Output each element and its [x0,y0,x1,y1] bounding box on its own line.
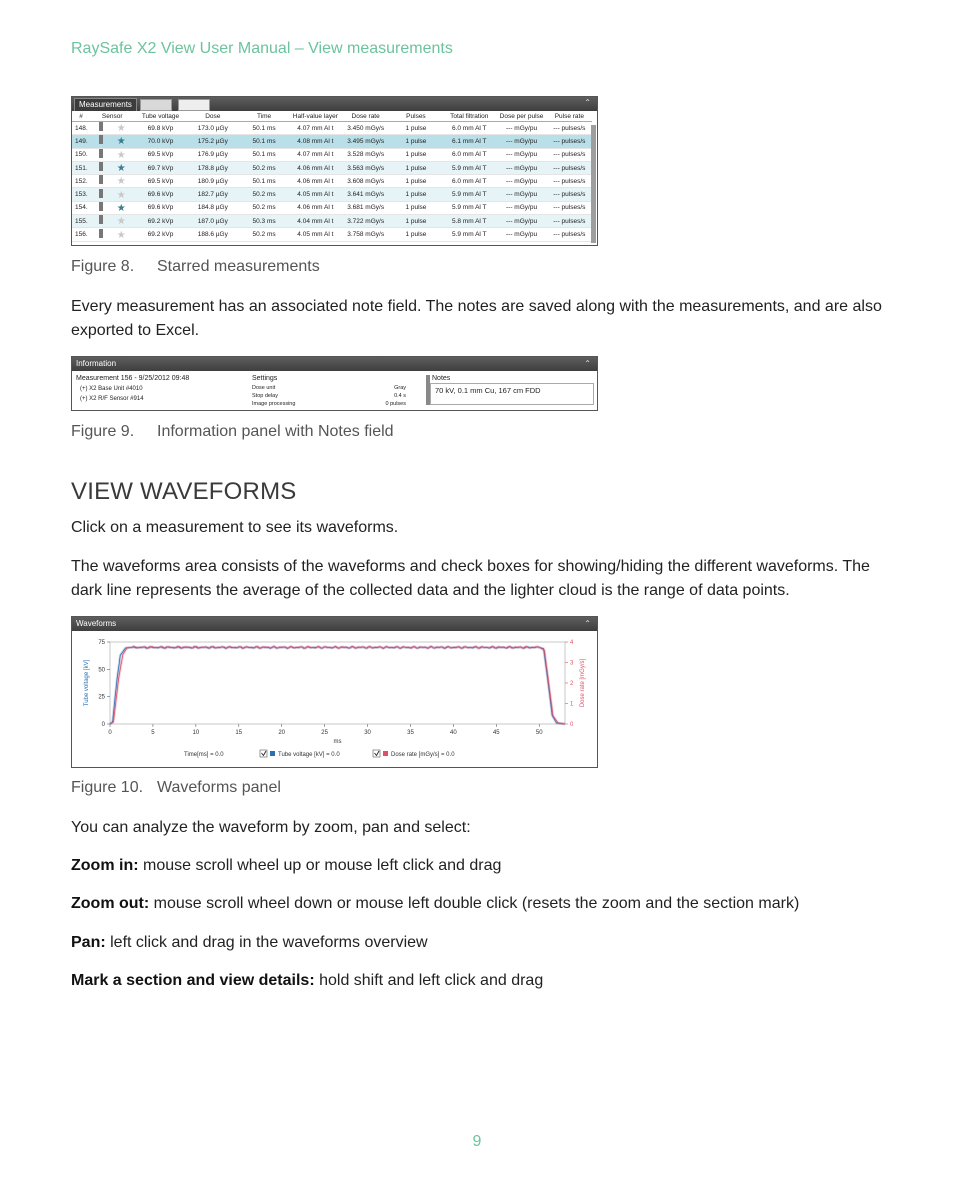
information-panel [71,356,598,411]
column-header[interactable]: Sensor [90,112,134,122]
y-right-tick-label: 3 [570,660,574,667]
sensor-cell [90,188,134,201]
sensor-cell [90,161,134,174]
column-header[interactable]: Half-value layer [289,112,341,122]
cell-kv: 69.6 kVp [134,188,186,201]
x-tick-label: 0 [108,730,112,736]
star-empty-icon[interactable]: ★ [116,123,126,135]
cell-dpp: --- mGy/pu [496,175,546,188]
cell-dpp: --- mGy/pu [496,148,546,161]
cell-pr: --- pulses/s [547,188,592,201]
x-tick-label: 25 [321,730,328,736]
cell-filt: 6.1 mm Al T [442,135,496,148]
sensor-indicator-icon [99,135,103,144]
star-filled-icon[interactable]: ★ [116,136,126,148]
cell-dpp: --- mGy/pu [496,122,546,135]
column-header[interactable]: Pulse rate [547,112,592,122]
cell-pr: --- pulses/s [547,215,592,228]
column-header[interactable]: Dose rate [342,112,390,122]
cell-rate: 3.528 mGy/s [342,148,390,161]
cell-dpp: --- mGy/pu [496,135,546,148]
sensor-indicator-icon [99,229,103,238]
cell-dpp: --- mGy/pu [496,188,546,201]
star-empty-icon[interactable]: ★ [116,216,126,228]
star-empty-icon[interactable]: ★ [116,176,126,188]
cell-hvl: 4.04 mm Al t [289,215,341,228]
cell-filt: 5.9 mm Al T [442,188,496,201]
tube-voltage-swatch [270,751,275,756]
table-row[interactable] [72,135,592,148]
star-filled-icon[interactable]: ★ [116,202,126,214]
cell-dose: 178.8 µGy [187,161,239,174]
cell-rate: 3.722 mGy/s [342,215,390,228]
sensor-cell [90,148,134,161]
cell-pr: --- pulses/s [547,201,592,214]
instruction-zoom-out: Zoom out: mouse scroll wheel down or mouse left double click (resets the zoom and the section mark) [71,895,800,912]
x-tick-label: 30 [364,730,371,736]
y-right-tick-label: 0 [570,722,574,728]
sensor-base-unit[interactable]: (+) X2 Base Unit #4010 [80,386,143,392]
sensor-indicator-icon [99,122,103,131]
cell-dpp: --- mGy/pu [496,161,546,174]
x-tick-label: 35 [407,730,414,736]
star-empty-icon[interactable]: ★ [116,189,126,201]
cell-time: 50.1 ms [239,135,289,148]
setting-key: Stop delay [252,393,278,399]
x-tick-label: 5 [151,730,155,736]
waveform-chart[interactable] [72,632,595,765]
cell-kv: 70.0 kVp [134,135,186,148]
cell-dpp: --- mGy/pu [496,215,546,228]
row-number: 151. [72,161,90,174]
cell-dose: 188.6 µGy [187,228,239,241]
cell-pr: --- pulses/s [547,175,592,188]
table-row[interactable] [72,215,592,228]
cell-kv: 69.8 kVp [134,122,186,135]
cell-time: 50.2 ms [239,188,289,201]
plot-area[interactable] [110,642,565,724]
y-right-tick-label: 2 [570,681,574,687]
cell-time: 50.1 ms [239,122,289,135]
row-number: 155. [72,215,90,228]
cell-time: 50.3 ms [239,215,289,228]
y-tick-label: 75 [98,640,105,646]
column-header[interactable]: Dose [187,112,239,122]
sensor-indicator-icon [99,175,103,184]
cell-hvl: 4.07 mm Al t [289,148,341,161]
figure-10-caption: Figure 10. Waveforms panel [71,779,281,796]
notes-field[interactable]: 70 kV, 0.1 mm Cu, 167 cm FDD [430,383,594,405]
cell-dpp: --- mGy/pu [496,201,546,214]
table-row[interactable] [72,228,592,241]
legend-tube-voltage: Tube voltage [kV] = 0.0 [278,752,340,758]
cell-filt: 5.9 mm Al T [442,161,496,174]
x-axis-label: ms [333,739,342,745]
cell-kv: 69.5 kVp [134,175,186,188]
cell-filt: 6.0 mm Al T [442,175,496,188]
sensor-indicator-icon [99,189,103,198]
settings-label: Settings [252,375,278,382]
sensor-cell [90,135,134,148]
setting-key: Image processing [252,401,296,407]
cell-pulses: 1 pulse [390,175,442,188]
sensor-indicator-icon [99,162,103,171]
sensor-cell [90,122,134,135]
setting-value: Gray [394,385,406,391]
cell-pulses: 1 pulse [390,201,442,214]
cell-hvl: 4.05 mm Al t [289,228,341,241]
measurement-title: Measurement 156 - 9/25/2012 09:48 [76,375,190,382]
row-number: 150. [72,148,90,161]
sensor-cell [90,215,134,228]
cell-filt: 6.0 mm Al T [442,148,496,161]
sensor-indicator-icon [99,215,103,224]
cell-filt: 5.8 mm Al T [442,215,496,228]
cell-hvl: 4.07 mm Al t [289,122,341,135]
table-row[interactable] [72,188,592,201]
cell-time: 50.2 ms [239,161,289,174]
page-number: 9 [472,1133,482,1150]
star-empty-icon[interactable]: ★ [116,229,126,241]
sensor-cell [90,228,134,241]
cell-dpp: --- mGy/pu [496,228,546,241]
y-tick-label: 50 [98,667,105,674]
cell-pulses: 1 pulse [390,122,442,135]
y-tick-label: 25 [98,694,105,701]
instruction-pan: Pan: left click and drag in the waveforms overview [71,934,428,951]
cell-pulses: 1 pulse [390,215,442,228]
cell-hvl: 4.05 mm Al t [289,188,341,201]
table-row[interactable] [72,201,592,214]
information-title: Information ⌃ [72,357,597,371]
sensor-indicator-icon [99,202,103,211]
measurements-panel [71,96,598,246]
cell-rate: 3.641 mGy/s [342,188,390,201]
cell-filt: 5.9 mm Al T [442,228,496,241]
cell-pulses: 1 pulse [390,161,442,174]
cell-pulses: 1 pulse [390,188,442,201]
x-tick-label: 50 [535,730,543,736]
table-row[interactable] [72,148,592,161]
sensor-rf[interactable]: (+) X2 R/F Sensor #914 [80,396,144,402]
table-row[interactable] [72,161,592,174]
star-filled-icon[interactable]: ★ [116,163,126,175]
x-tick-label: 20 [278,730,286,736]
legend-dose-rate: Dose rate [mGy/s] = 0.0 [391,752,455,758]
cell-hvl: 4.06 mm Al t [289,161,341,174]
cell-rate: 3.608 mGy/s [342,175,390,188]
setting-value: 0 pulses [385,401,406,407]
sensor-cell [90,201,134,214]
paragraph-analyze: You can analyze the waveform by zoom, pan and select: [71,819,471,836]
cell-time: 50.1 ms [239,148,289,161]
figure-9-caption: Figure 9. Information panel with Notes field [71,423,394,440]
grid-view-icon[interactable] [140,99,172,111]
collapse-icon[interactable]: ⌃ [584,619,591,628]
table-row[interactable] [72,122,592,135]
cell-hvl: 4.06 mm Al t [289,175,341,188]
row-number: 156. [72,228,90,241]
cell-time: 50.2 ms [239,228,289,241]
star-empty-icon[interactable]: ★ [116,149,126,161]
column-header[interactable]: Tube voltage [134,112,186,122]
row-number: 153. [72,188,90,201]
cell-dose: 173.0 µGy [187,122,239,135]
instruction-mark-section: Mark a section and view details: hold shift and left click and drag [71,972,544,989]
waveforms-panel [71,616,598,768]
cell-filt: 5.9 mm Al T [442,201,496,214]
y-axis-label: Tube voltage [kV] [84,659,90,707]
dose-rate-swatch [383,751,388,756]
cell-dose: 175.2 µGy [187,135,239,148]
figure-8-caption: Figure 8. Starred measurements [71,258,320,275]
paragraph-waveforms: The waveforms area consists of the waveforms and check boxes for showing/hiding the different waveforms. The dark line represents the average of the collected data and the lighter cloud is the range of data points. [71,558,870,599]
row-number: 152. [72,175,90,188]
cell-kv: 69.5 kVp [134,148,186,161]
measurements-table [72,112,592,242]
x-tick-label: 15 [235,730,243,736]
cell-dose: 176.9 µGy [187,148,239,161]
list-view-icon[interactable] [178,99,210,111]
column-header[interactable]: Pulses [390,112,442,122]
cell-pr: --- pulses/s [547,135,592,148]
table-row[interactable] [72,175,592,188]
cell-pulses: 1 pulse [390,148,442,161]
cell-pulses: 1 pulse [390,135,442,148]
cell-pr: --- pulses/s [547,161,592,174]
paragraph-notes: Every measurement has an associated note field. The notes are saved along with the measurements, and are also exported to Excel. [71,298,882,339]
cell-filt: 6.0 mm Al T [442,122,496,135]
sensor-cell [90,175,134,188]
setting-value: 0.4 s [394,393,406,399]
sensor-indicator-icon [99,149,103,158]
y-tick-label: 0 [101,722,105,728]
running-header: RaySafe X2 View User Manual – View measurements [71,40,453,57]
legend-time: Time[ms] = 0.0 [184,752,224,758]
y-right-tick-label: 4 [570,640,574,646]
paragraph-click: Click on a measurement to see its waveforms. [71,519,399,536]
cell-rate: 3.495 mGy/s [342,135,390,148]
cell-kv: 69.2 kVp [134,215,186,228]
cell-dose: 182.7 µGy [187,188,239,201]
cell-pr: --- pulses/s [547,122,592,135]
y-right-tick-label: 1 [570,701,574,708]
cell-rate: 3.563 mGy/s [342,161,390,174]
vertical-scrollbar[interactable] [591,125,596,243]
cell-dose: 180.9 µGy [187,175,239,188]
cell-time: 50.2 ms [239,201,289,214]
cell-kv: 69.6 kVp [134,201,186,214]
table-body [72,122,592,242]
y-right-axis-label: Dose rate [mGy/s] [580,658,586,708]
cell-time: 50.1 ms [239,175,289,188]
cell-pr: --- pulses/s [547,228,592,241]
column-header[interactable]: # [72,112,90,122]
x-tick-label: 10 [192,730,200,736]
collapse-icon[interactable]: ⌃ [584,98,591,107]
cell-kv: 69.2 kVp [134,228,186,241]
row-number: 149. [72,135,90,148]
cell-hvl: 4.06 mm Al t [289,201,341,214]
row-number: 148. [72,122,90,135]
setting-key: Dose unit [252,385,276,391]
instruction-zoom-in: Zoom in: mouse scroll wheel up or mouse left click and drag [71,857,502,874]
row-number: 154. [72,201,90,214]
waveforms-title: Waveforms ⌃ [72,617,597,631]
cell-pr: --- pulses/s [547,148,592,161]
cell-rate: 3.681 mGy/s [342,201,390,214]
section-title: VIEW WAVEFORMS [71,478,297,505]
cell-rate: 3.450 mGy/s [342,122,390,135]
x-tick-label: 45 [492,730,500,736]
collapse-icon[interactable]: ⌃ [584,359,591,368]
cell-dose: 187.0 µGy [187,215,239,228]
column-header[interactable]: Dose per pulse [496,112,546,122]
column-header[interactable]: Total filtration [442,112,496,122]
tab-measurements[interactable]: Measurements [74,98,137,111]
notes-label: Notes [432,375,451,382]
measurements-tab-bar [72,97,597,111]
x-tick-label: 40 [450,730,457,736]
cell-rate: 3.758 mGy/s [342,228,390,241]
column-header[interactable]: Time [239,112,289,122]
cell-kv: 69.7 kVp [134,161,186,174]
table-header [72,112,592,122]
cell-pulses: 1 pulse [390,228,442,241]
cell-dose: 184.8 µGy [187,201,239,214]
cell-hvl: 4.08 mm Al t [289,135,341,148]
